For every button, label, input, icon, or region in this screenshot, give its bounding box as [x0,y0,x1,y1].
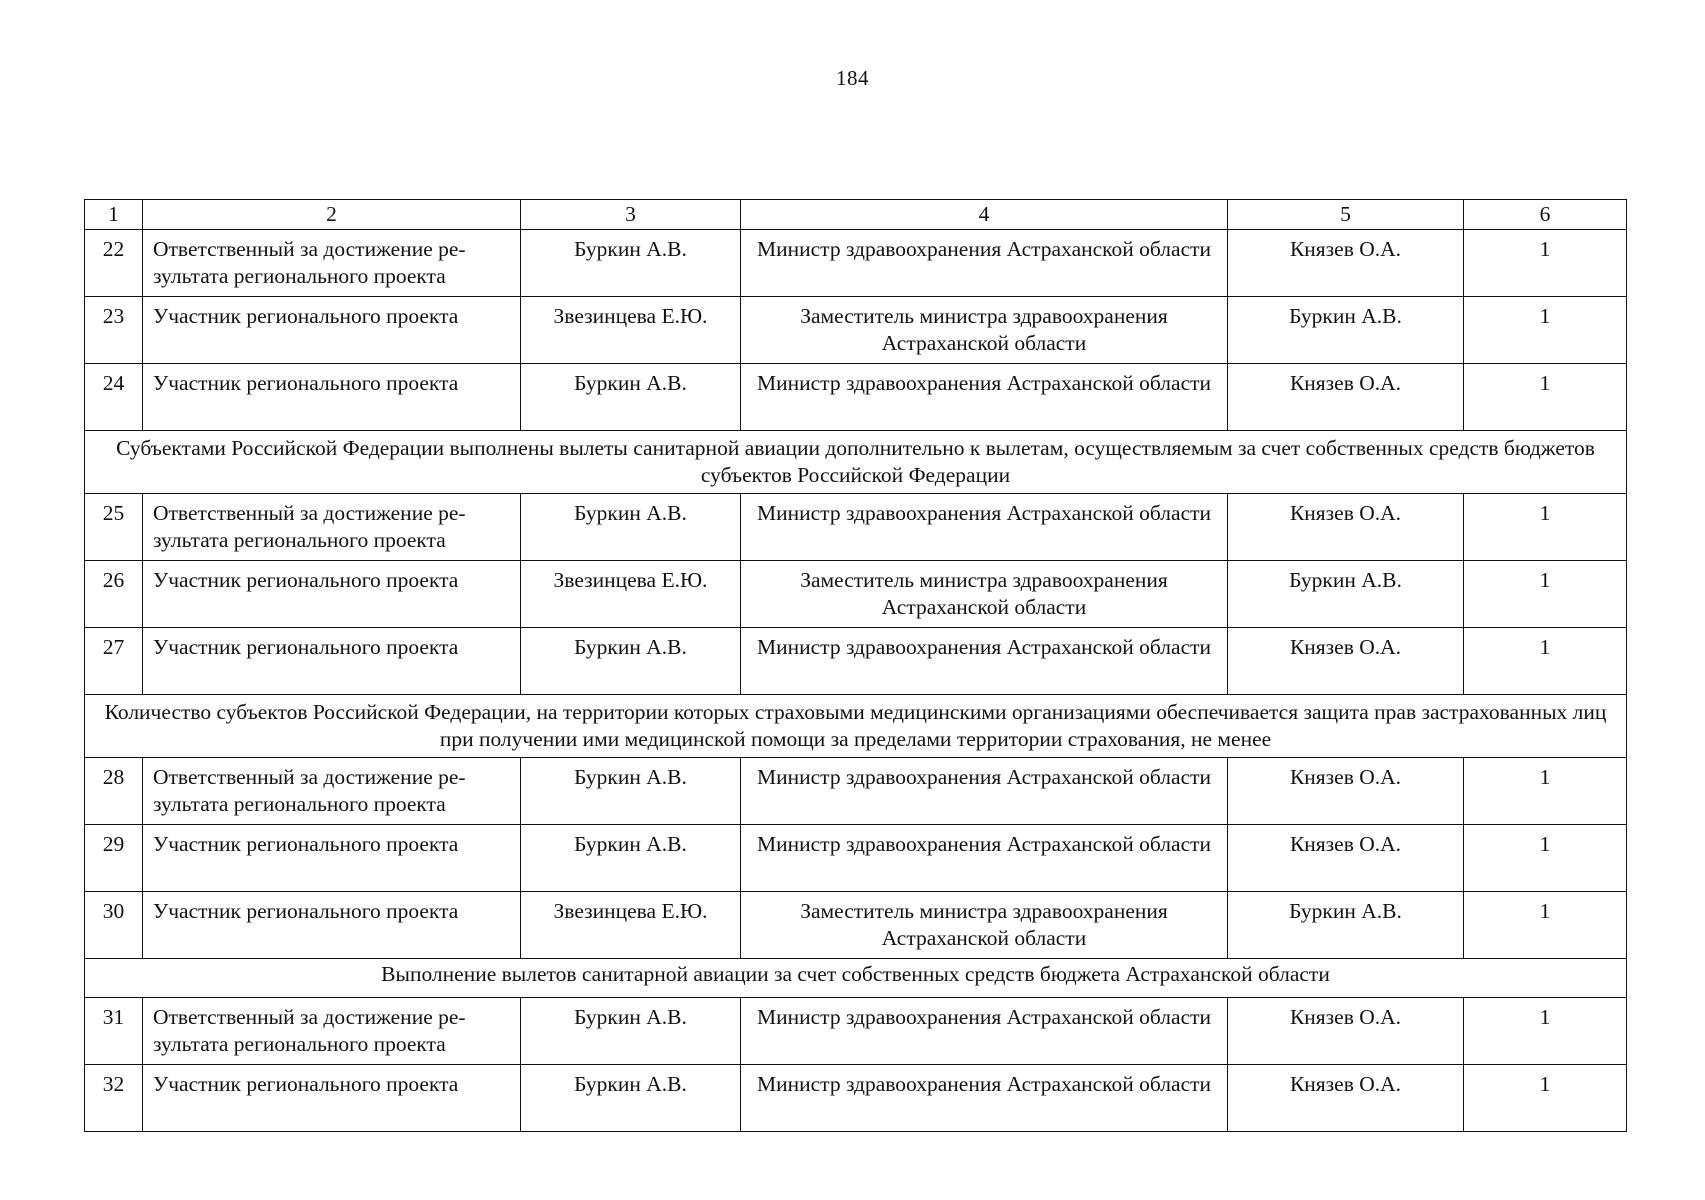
role-cell: Участник регионального проекта [143,825,521,892]
value-cell: 1 [1464,230,1627,297]
person-cell: Буркин А.В. [521,1065,741,1132]
value-cell: 1 [1464,561,1627,628]
column-header-5: 5 [1228,200,1464,230]
row-number-cell: 24 [85,364,143,431]
table-row [85,998,1627,1065]
row-number-cell: 28 [85,758,143,825]
supervisor-cell: Князев О.А. [1228,230,1464,297]
table-row [85,561,1627,628]
section-heading-row [85,431,1627,494]
column-header-4: 4 [741,200,1228,230]
table-row [85,364,1627,431]
row-number-cell: 27 [85,628,143,695]
role-cell: Ответственный за достижение ре-зультата регионального проекта [143,494,521,561]
role-cell: Участник регионального проекта [143,628,521,695]
role-cell: Ответственный за достижение ре-зультата регионального проекта [143,230,521,297]
value-cell: 1 [1464,364,1627,431]
role-cell: Участник регионального проекта [143,892,521,959]
table-row [85,1065,1627,1132]
role-cell: Участник регионального проекта [143,561,521,628]
value-cell: 1 [1464,297,1627,364]
person-cell: Буркин А.В. [521,230,741,297]
table-row [85,230,1627,297]
table-row [85,628,1627,695]
value-cell: 1 [1464,758,1627,825]
table-header-row [85,200,1627,230]
supervisor-cell: Князев О.А. [1228,825,1464,892]
position-cell: Министр здравоохранения Астраханской области [741,758,1228,825]
position-cell: Министр здравоохранения Астраханской области [741,628,1228,695]
supervisor-cell: Князев О.А. [1228,998,1464,1065]
value-cell: 1 [1464,628,1627,695]
supervisor-cell: Князев О.А. [1228,494,1464,561]
person-cell: Звезинцева Е.Ю. [521,561,741,628]
person-cell: Буркин А.В. [521,494,741,561]
row-number-cell: 26 [85,561,143,628]
column-header-6: 6 [1464,200,1627,230]
column-header-1: 1 [85,200,143,230]
value-cell: 1 [1464,1065,1627,1132]
section-heading: Выполнение вылетов санитарной авиации за счет собственных средств бюджета Астраханской области [85,959,1627,998]
value-cell: 1 [1464,825,1627,892]
responsibility-table-container [84,199,1626,1132]
role-cell: Участник регионального проекта [143,1065,521,1132]
table-row [85,892,1627,959]
supervisor-cell: Буркин А.В. [1228,561,1464,628]
person-cell: Буркин А.В. [521,628,741,695]
value-cell: 1 [1464,998,1627,1065]
person-cell: Буркин А.В. [521,825,741,892]
supervisor-cell: Князев О.А. [1228,758,1464,825]
supervisor-cell: Буркин А.В. [1228,892,1464,959]
section-heading-row [85,959,1627,998]
page-number: 184 [836,66,869,90]
position-cell: Министр здравоохранения Астраханской области [741,998,1228,1065]
position-cell: Министр здравоохранения Астраханской области [741,825,1228,892]
position-cell: Министр здравоохранения Астраханской области [741,364,1228,431]
section-heading: Субъектами Российской Федерации выполнены вылеты санитарной авиации дополнительно к вылетам, осуществляемым за счет собственных средств бюджетов субъектов Российской Федерации [85,431,1627,494]
responsibility-table [84,199,1627,1132]
value-cell: 1 [1464,892,1627,959]
role-cell: Ответственный за достижение ре-зультата регионального проекта [143,758,521,825]
person-cell: Буркин А.В. [521,758,741,825]
row-number-cell: 23 [85,297,143,364]
person-cell: Буркин А.В. [521,998,741,1065]
person-cell: Буркин А.В. [521,364,741,431]
column-header-3: 3 [521,200,741,230]
role-cell: Ответственный за достижение ре-зультата регионального проекта [143,998,521,1065]
row-number-cell: 32 [85,1065,143,1132]
row-number-cell: 25 [85,494,143,561]
supervisor-cell: Князев О.А. [1228,364,1464,431]
table-body [85,200,1627,1132]
person-cell: Звезинцева Е.Ю. [521,892,741,959]
table-row [85,297,1627,364]
supervisor-cell: Князев О.А. [1228,1065,1464,1132]
position-cell: Министр здравоохранения Астраханской области [741,494,1228,561]
value-cell: 1 [1464,494,1627,561]
row-number-cell: 22 [85,230,143,297]
row-number-cell: 31 [85,998,143,1065]
position-cell: Министр здравоохранения Астраханской области [741,1065,1228,1132]
section-heading-row [85,695,1627,758]
table-row [85,494,1627,561]
position-cell: Заместитель министра здравоохранения Астраханской области [741,297,1228,364]
position-cell: Заместитель министра здравоохранения Астраханской области [741,561,1228,628]
role-cell: Участник регионального проекта [143,297,521,364]
column-header-2: 2 [143,200,521,230]
table-row [85,758,1627,825]
position-cell: Министр здравоохранения Астраханской области [741,230,1228,297]
position-cell: Заместитель министра здравоохранения Астраханской области [741,892,1228,959]
person-cell: Звезинцева Е.Ю. [521,297,741,364]
row-number-cell: 30 [85,892,143,959]
table-row [85,825,1627,892]
section-heading: Количество субъектов Российской Федерации, на территории которых страховыми медицинскими организациями обеспечивается защита прав застрахованных лиц при получении ими медицинской помощи за пределами территории страхования, не менее [85,695,1627,758]
role-cell: Участник регионального проекта [143,364,521,431]
supervisor-cell: Буркин А.В. [1228,297,1464,364]
row-number-cell: 29 [85,825,143,892]
supervisor-cell: Князев О.А. [1228,628,1464,695]
